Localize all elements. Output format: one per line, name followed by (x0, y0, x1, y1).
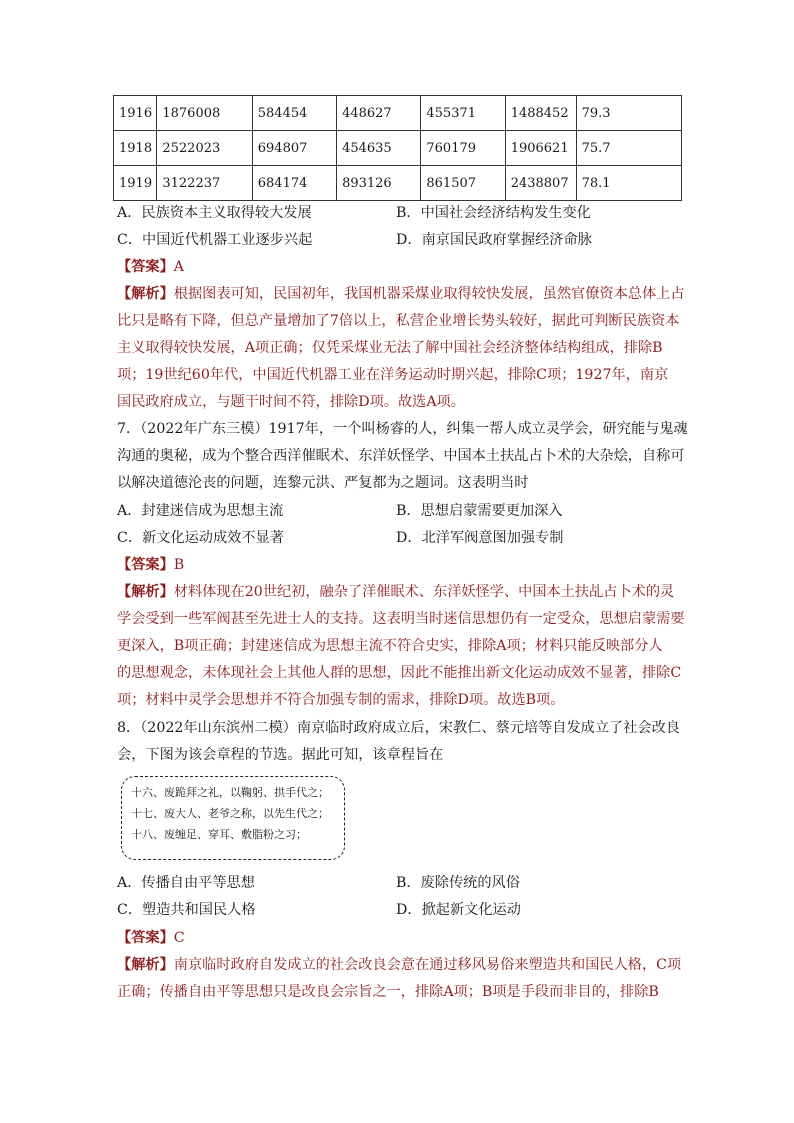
q7-analysis-line: 的思想观念，未体现社会上其他人群的思想，因此不能推出新文化运动成效不显著，排除C (117, 665, 682, 681)
q7-option-d: D．北洋军阀意图加强专制 (396, 530, 564, 546)
table-cell: 893126 (337, 166, 421, 201)
q7-analysis-line: 学会受到一些军阀甚至先进士人的支持。这表明当时迷信思想仍有一定受众，思想启蒙需要 (117, 611, 685, 627)
q8-stem-line: 8．（2022年山东滨州二模）南京临时政府成立后，宋教仁、蔡元培等自发成立了社会改良 (117, 720, 680, 736)
table-cell: 694807 (252, 131, 336, 166)
q8-analysis-line (117, 955, 681, 975)
analysis-label: 【解析】 (117, 584, 174, 600)
answer-value: B (173, 557, 185, 573)
table-cell: 584454 (252, 96, 336, 131)
q7-stem-line: 以解决道德沦丧的问题，连黎元洪、严复都为之题词。这表明当时 (117, 475, 529, 491)
table-cell: 684174 (252, 166, 336, 201)
q7-option-a: A．封建迷信成为思想主流 (117, 503, 284, 519)
answer-label: 【答案】 (117, 557, 174, 573)
charter-line: 十八、废缠足、穿耳、敷脂粉之习； (131, 828, 307, 841)
q7-answer (117, 555, 184, 575)
q8-stem-line: 会，下图为该会章程的节选。据此可知，该章程旨在 (117, 747, 444, 763)
table-row (114, 96, 682, 131)
q8-option-c: C．塑造共和国民人格 (117, 902, 256, 918)
table-cell: 448627 (337, 96, 421, 131)
table-row (114, 166, 682, 201)
table-cell: 1876008 (157, 96, 252, 131)
table-cell: 78.1 (576, 166, 681, 201)
table-cell: 1916 (114, 96, 157, 131)
table-cell: 454635 (337, 131, 421, 166)
coal-output-table (113, 95, 682, 201)
charter-line: 十六、废跪拜之礼，以鞠躬、拱手代之； (131, 786, 329, 799)
q6-option-d: D．南京国民政府掌握经济命脉 (396, 232, 592, 248)
answer-label: 【答案】 (117, 930, 174, 946)
q7-option-c: C．新文化运动成效不显著 (117, 530, 284, 546)
table-cell: 760179 (421, 131, 505, 166)
analysis-text: 材料体现在20世纪初，融杂了洋催眠术、东洋妖怪学、中国本土扶乩占卜术的灵 (173, 584, 675, 600)
q8-answer (117, 928, 185, 948)
table-cell: 2438807 (505, 166, 576, 201)
table-row (114, 131, 682, 166)
analysis-text: 根据图表可知，民国初年，我国机器采煤业取得较快发展，虽然官僚资本总体上占 (173, 286, 685, 302)
answer-value: C (173, 930, 185, 946)
q8-option-a: A．传播自由平等思想 (117, 875, 255, 891)
analysis-label: 【解析】 (117, 286, 174, 302)
table-cell: 3122237 (157, 166, 252, 201)
q7-stem-line: 沟通的奥秘，成为个整合西洋催眠术、东洋妖怪学、中国本土扶乩占卜术的大杂烩，自称可 (117, 448, 685, 464)
analysis-label: 【解析】 (117, 957, 174, 973)
table-cell: 1906621 (505, 131, 576, 166)
q6-option-a: A．民族资本主义取得较大发展 (117, 205, 312, 221)
table-cell: 79.3 (576, 96, 681, 131)
q6-option-c: C．中国近代机器工业逐步兴起 (117, 232, 313, 248)
table-cell: 1488452 (505, 96, 576, 131)
q7-analysis-line: 项；材料中灵学会思想并不符合加强专制的需求，排除D项。故选B项。 (117, 692, 565, 708)
q6-analysis-line: 主义取得较快发展，A项正确；仅凭采煤业无法了解中国社会经济整体结构组成，排除B (117, 340, 663, 356)
q6-analysis-line: 项；19世纪60年代，中国近代机器工业在洋务运动时期兴起，排除C项；1927年，南京 (117, 367, 669, 383)
q8-option-b: B．废除传统的风俗 (396, 875, 520, 891)
q8-analysis-line: 正确；传播自由平等思想只是改良会宗旨之一，排除A项；B项是手段而非目的，排除B (117, 984, 659, 1000)
q6-analysis-line: 比只是略有下降，但总产量增加了7倍以上，私营企业增长势头较好，据此可判断民族资本 (117, 313, 680, 329)
table-cell: 455371 (421, 96, 505, 131)
table-cell: 75.7 (576, 131, 681, 166)
table-cell: 1918 (114, 131, 157, 166)
table-cell: 2522023 (157, 131, 252, 166)
table-cell: 1919 (114, 166, 157, 201)
q6-analysis-line: 国民政府成立，与题干时间不符，排除D项。故选A项。 (117, 394, 465, 410)
analysis-text: 南京临时政府自发成立的社会改良会意在通过移风易俗来塑造共和国民人格，C项 (173, 957, 682, 973)
answer-value: A (173, 259, 185, 275)
q8-option-d: D．掀起新文化运动 (396, 902, 521, 918)
q7-stem-line: 7．（2022年广东三模）1917年，一个叫杨睿的人，纠集一帮人成立灵学会，研究能与鬼魂 (117, 421, 688, 437)
charter-line: 十七、废大人、老爷之称，以先生代之； (131, 807, 329, 820)
q7-analysis-line: 更深入，B项正确；封建迷信成为思想主流不符合史实，排除A项；材料只能反映部分人 (117, 638, 663, 654)
q7-analysis-line (117, 582, 674, 602)
q6-analysis-line (117, 284, 685, 304)
q6-option-b: B．中国社会经济结构发生变化 (396, 205, 591, 221)
table-cell: 861507 (421, 166, 505, 201)
answer-label: 【答案】 (117, 259, 174, 275)
q7-option-b: B．思想启蒙需要更加深入 (396, 503, 563, 519)
q6-answer (117, 257, 184, 277)
